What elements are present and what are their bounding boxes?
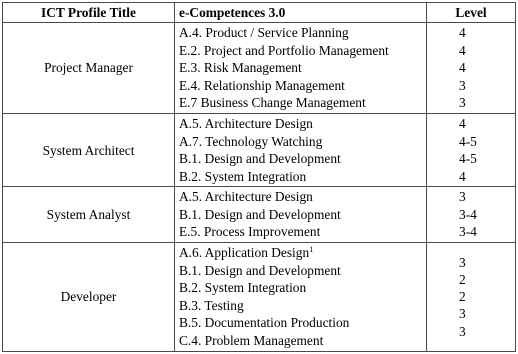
header-profile-title: ICT Profile Title bbox=[3, 3, 175, 23]
competence-item: E.7 Business Change Management bbox=[179, 95, 366, 111]
footnote-mark: 1 bbox=[309, 245, 314, 255]
level-value: 2 bbox=[459, 289, 466, 305]
competence-item: B.3. Testing bbox=[179, 297, 244, 313]
level-value: 3-4 bbox=[459, 206, 477, 222]
competence-item: B.5. Documentation Production bbox=[179, 315, 350, 331]
header-level: Level bbox=[427, 3, 516, 23]
competence-item: A.7. Technology Watching bbox=[179, 133, 323, 149]
table-row bbox=[3, 187, 516, 242]
competence-item bbox=[179, 244, 422, 262]
profile-title: System Analyst bbox=[3, 187, 175, 242]
competence-item: E.4. Relationship Management bbox=[179, 77, 345, 93]
competence-list bbox=[175, 114, 427, 187]
competence-item: B.1. Design and Development bbox=[179, 262, 341, 278]
competence-item: E.2. Project and Portfolio Management bbox=[179, 42, 389, 58]
header-row bbox=[3, 3, 516, 23]
level-list bbox=[427, 23, 516, 114]
level-value: 3 bbox=[459, 95, 466, 111]
table-row bbox=[3, 23, 516, 114]
competence-item: A.5. Architecture Design bbox=[179, 189, 313, 205]
competence-list bbox=[175, 187, 427, 242]
level-list bbox=[427, 187, 516, 242]
level-value: 4 bbox=[459, 25, 466, 41]
level-value: 3 bbox=[459, 306, 466, 322]
competence-item-text: A.6. Application Design bbox=[179, 245, 310, 261]
competence-item: C.4. Problem Management bbox=[179, 332, 324, 348]
profile-title: Developer bbox=[3, 242, 175, 351]
header-competences: e-Competences 3.0 bbox=[175, 3, 427, 23]
competence-item: B.1. Design and Development bbox=[179, 151, 341, 167]
competence-item: E.3. Risk Management bbox=[179, 60, 302, 76]
table-row bbox=[3, 242, 516, 351]
level-value: 3 bbox=[459, 323, 466, 339]
level-value: 3 bbox=[459, 254, 466, 270]
competence-item: A.5. Architecture Design bbox=[179, 116, 313, 132]
level-value: 4 bbox=[459, 116, 466, 132]
level-value: 4-5 bbox=[459, 151, 477, 167]
level-value: 4-5 bbox=[459, 133, 477, 149]
competence-item: B.1. Design and Development bbox=[179, 206, 341, 222]
profile-title: Project Manager bbox=[3, 23, 175, 114]
level-value: 2 bbox=[459, 272, 466, 288]
level-value: 4 bbox=[459, 60, 466, 76]
profile-title: System Architect bbox=[3, 114, 175, 187]
competence-item: B.2. System Integration bbox=[179, 168, 307, 184]
competence-table bbox=[2, 2, 516, 352]
level-value: 3-4 bbox=[459, 224, 477, 240]
level-value: 4 bbox=[459, 168, 466, 184]
competence-list bbox=[175, 23, 427, 114]
level-value: 3 bbox=[459, 77, 466, 93]
level-list bbox=[427, 242, 516, 351]
competence-list bbox=[175, 242, 427, 351]
level-value: 4 bbox=[459, 42, 466, 58]
level-value: 3 bbox=[459, 189, 466, 205]
competence-item: B.2. System Integration bbox=[179, 280, 307, 296]
competence-item: E.5. Process Improvement bbox=[179, 224, 321, 240]
level-list bbox=[427, 114, 516, 187]
competence-item: A.4. Product / Service Planning bbox=[179, 25, 349, 41]
table-row bbox=[3, 114, 516, 187]
